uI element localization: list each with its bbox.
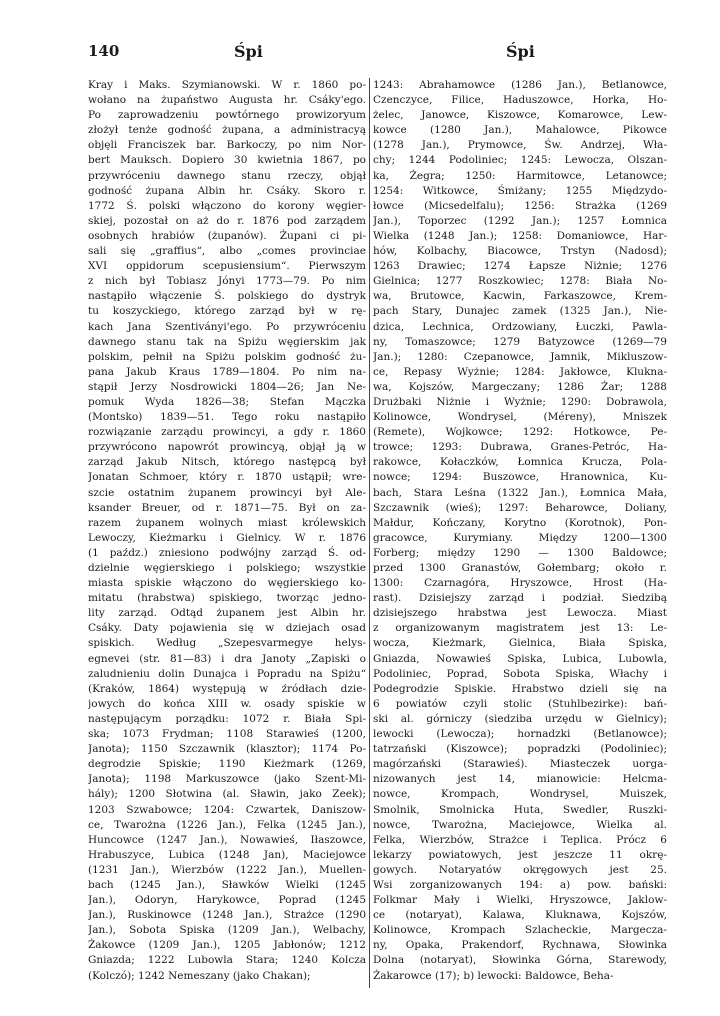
text-line: bert Mauksch. Dopiero 30 kwietnia 1867, po: [88, 154, 366, 167]
text-line: magórzański (Starawieś). Miasteczek uorga-: [373, 758, 667, 771]
text-line: ka, Żegra; 1250: Harmitowce, Letanowce;: [373, 169, 667, 182]
text-line: następującym porządku: 1072 r. Biała Spi-: [88, 712, 366, 725]
text-line: dzisiejszego hrabstwa jest Lewocza. Miast: [373, 607, 667, 620]
text-line: Gniazda, Nowawieś Spiska, Lubica, Lubowla,: [373, 652, 667, 665]
text-line: pana Jakub Kraus 1789—1804. Po nim na-: [88, 365, 366, 378]
text-line: skiej, pozostał on aż do r. 1876 pod zarządem: [88, 214, 366, 227]
text-line: ski al. górniczy (siedziba urzędu w Gielnicy);: [373, 712, 667, 725]
text-line: ska; 1073 Frydman; 1108 Starawieś (1200,: [88, 728, 366, 741]
text-line: (Montsko) 1839—51. Tego roku nastąpiło: [88, 411, 366, 424]
text-line: pach Stary, Dunajec zamek (1325 Jan.), Nie-: [373, 305, 667, 318]
text-line: Csáky. Daty pojawienia się w dziejach osad: [88, 622, 366, 635]
text-line: rakowce, Kołaczków, Łomnica Krucza, Pola-: [373, 456, 667, 469]
text-line: wa, Kojszów, Margeczany; 1286 Żar; 1288: [373, 380, 667, 393]
text-line: Felka, Wierzbów, Strażce i Teplica. Prócz 6: [373, 833, 667, 846]
text-line: nastąpiło włączenie Ś. polskiego do dystryk: [88, 290, 366, 303]
text-line: 1203 Szwabowce; 1204: Czwartek, Daniszow-: [88, 803, 366, 816]
text-line: przed 1300 Granastów, Gołembarg; około r.: [373, 562, 667, 574]
text-line: Wielka (1248 Jan.); 1258: Domaniowce, Har-: [373, 229, 667, 242]
text-line: dzielnie węgierskiego i polskiego; wszystkie: [88, 562, 366, 574]
page-number: 140: [88, 42, 120, 60]
text-line: Kray i Maks. Szymianowski. W r. 1860 po-: [88, 79, 366, 91]
text-line: żelec, Janowce, Kiszowce, Komarowce, Lew-: [373, 109, 667, 122]
text-line: Żakowce (1209 Jan.), 1205 Jabłonów; 1212: [88, 939, 366, 952]
text-line: Janota); 1198 Markuszowce (jako Szent-Mi-: [88, 773, 366, 786]
text-line: Jan.), Ruskinowce (1248 Jan.), Strażce (1290: [88, 909, 366, 922]
text-line: spiskich. Według „Szepesvarmegye helys-: [88, 637, 366, 650]
text-line: nowce; 1294: Buszowce, Hranownica, Ku-: [373, 471, 667, 484]
running-head-left: Śpi: [234, 42, 263, 61]
text-line: 1243: Abrahamowce (1286 Jan.), Betlanowce,: [373, 79, 667, 91]
text-line: gracowce, Kurymiany. Między 1200—1300: [373, 531, 667, 544]
text-line: kach Jana Szentiványi'ego. Po przywróceniu: [88, 320, 366, 333]
text-line: nizowanych jest 14, mianowicie: Helcma-: [373, 773, 667, 786]
text-line: ce, Repasy Wyżnie; 1284: Jakłowce, Klukna-: [373, 365, 667, 378]
text-line: Jonatan Schmoer, który r. 1870 ustąpił; wre-: [88, 471, 366, 484]
text-line: Dolna (notaryat), Słowinka Górna, Starewody,: [373, 954, 667, 967]
text-line: (Kraków, 1864) występują w źródłach dzie-: [88, 682, 366, 695]
text-line: przywrócono napowrót prowincyą, objął ją w: [88, 441, 366, 454]
text-line: szcie ostatnim żupanem prowincyi był Ale-: [88, 486, 366, 499]
text-line: rast). Dzisiejszy zarząd i podział. Siedzibą: [373, 592, 667, 605]
text-line: zarząd Jakub Nitsch, którego następcą był: [88, 456, 366, 469]
text-line: nowce, Twarożna, Maciejowce, Wielka al.: [373, 818, 667, 831]
text-column-left: [88, 78, 366, 990]
text-line: Huncowce (1247 Jan.), Nowawieś, Iłaszowce,: [88, 833, 366, 846]
text-line: bach (1245 Jan.), Sławków Wielki (1245: [88, 878, 366, 891]
text-line: gowych. Notaryatów okręgowych jest 25.: [373, 863, 667, 876]
page-header: [88, 42, 668, 64]
text-line: trowce; 1293: Dubrawa, Granes-Petróc, Ha-: [373, 441, 667, 454]
text-line: z organizowanym magistratem jest 13: Le-: [373, 622, 667, 635]
text-line: 1772 Ś. polski włączono do korony węgier-: [88, 199, 366, 212]
text-line: Kolinowce, Krompach Szlacheckie, Margecza-: [373, 924, 667, 937]
text-line: osobnych hrabiów (żupanów). Żupani ci pi-: [88, 229, 366, 242]
text-line: Janota); 1150 Szczawnik (klasztor); 1174 Po-: [88, 743, 366, 756]
text-line: Czenczyce, Filice, Haduszowce, Horka, Ho-: [373, 94, 667, 107]
text-line: Kolinowce, Wondrysel, (Méreny), Mniszek: [373, 411, 667, 424]
text-line: miasta spiskie włączono do węgierskiego ko-: [88, 577, 366, 590]
text-line: lity zarząd. Odtąd żupanem jest Albin hr.: [88, 607, 366, 620]
text-line: Forberg; między 1290 — 1300 Baldowce;: [373, 546, 667, 559]
text-line: Podoliniec, Poprad, Sobota Spiska, Włachy i: [373, 667, 667, 680]
text-line: objęli Franciszek bar. Barkoczy, po nim Nor-: [88, 139, 366, 152]
text-line: Smolnik, Smolnicka Huta, Swedler, Ruszki-: [373, 803, 667, 816]
text-line: 1263 Drawiec; 1274 Łapsze Niżnie; 1276: [373, 260, 667, 273]
text-line: nowce, Krompach, Wondrysel, Muiszek,: [373, 788, 667, 801]
text-line: (1 paźdz.) zniesiono podwójny zarząd Ś. od-: [88, 546, 366, 559]
text-line: Gielnica; 1277 Roszkowiec; 1278: Biała No-: [373, 275, 667, 288]
text-line: (Kolczó); 1242 Nemeszany (jako Chakan);: [88, 969, 311, 982]
text-line: zaludnieniu dolin Dunajca i Popradu na Spiżu“: [88, 667, 366, 680]
text-line: wa, Brutowce, Kacwin, Farkaszowce, Krem-: [373, 290, 667, 303]
text-line: Małdur, Kończany, Korytno (Korotnok), Pon-: [373, 516, 667, 529]
text-line: Lewoczy, Kieżmarku i Gielnicy. W r. 1876: [88, 531, 366, 544]
text-line: pomuk Wyda 1826—38; Stefan Mączka: [88, 395, 366, 408]
text-line: razem żupanem wolnych miast królewskich: [88, 516, 366, 529]
text-line: (1231 Jan.), Wierzbów (1222 Jan.), Muellen-: [88, 863, 366, 876]
text-line: polskim, pełnił na Spiżu polskim godność żu-: [88, 350, 366, 363]
text-line: z nich był Tobiasz Jónyi 1773—79. Po nim: [88, 275, 366, 288]
text-line: Wsi zorganizowanych 194: a) pow. bański:: [373, 878, 667, 891]
text-line: Jan.), Sobota Spiska (1209 Jan.), Welbachy,: [88, 924, 366, 937]
text-line: ksander Breuer, od r. 1871—75. Był on za-: [88, 501, 366, 514]
text-line: hów, Kolbachy, Biacowce, Trstyn (Nadosd);: [373, 245, 667, 258]
text-column-right: [373, 78, 667, 990]
text-line: przywróceniu dawnego stanu rzeczy, objął: [88, 169, 366, 182]
column-divider: [369, 78, 370, 988]
text-line: ny, Tomaszowce; 1279 Batyzowce (1269—79: [373, 335, 667, 348]
text-line: Po zaprowadzeniu powtórnego prowizoryum: [88, 109, 366, 122]
running-head-right: Śpi: [506, 42, 535, 61]
text-line: złożył tenże godność żupana, a administracyą: [88, 124, 366, 137]
text-line: godność żupana Albin hr. Csáky. Skoro r.: [88, 184, 366, 197]
text-line: Żakarowce (17); b) lewocki: Baldowce, Beha-: [373, 969, 614, 982]
text-line: hály); 1200 Słotwina (al. Sławin, jako Zeek);: [88, 788, 366, 801]
text-line: 6 powiatów czyli stolic (Stuhlbezirke): bań-: [373, 697, 667, 710]
text-line: (1278 Jan.), Prymowce, Św. Andrzej, Wła-: [373, 139, 667, 152]
text-line: tatrzański (Kiszowce); popradzki (Podoliniec);: [373, 743, 667, 756]
text-line: lewocki (Lewocza); hornadzki (Betlanowce);: [373, 728, 667, 741]
text-line: stąpił Jerzy Nosdrowicki 1804—26; Jan Ne-: [88, 380, 366, 393]
text-line: jowych do końca XIII w. osady spiskie w: [88, 697, 366, 710]
text-line: łowce (Micsedelfalu); 1256: Strażka (1269: [373, 199, 667, 212]
text-line: lekarzy powiatowych, jest jeszcze 11 okrę-: [373, 848, 667, 861]
text-line: chy; 1244 Podoliniec; 1245: Lewocza, Olszan-: [373, 154, 667, 167]
text-line: Jan.), Toporzec (1292 Jan.); 1257 Łomnica: [373, 214, 667, 227]
text-line: dzica, Lechnica, Ordzowiany, Łuczki, Pawla-: [373, 320, 667, 333]
text-line: Drużbaki Niżnie i Wyżnie; 1290: Dobrawola,: [373, 395, 667, 408]
text-line: Szczawnik (wieś); 1297: Beharowce, Doliany,: [373, 501, 667, 514]
text-line: tu koszyckiego, którego zarząd był w rę-: [88, 305, 366, 318]
text-line: Gniazda; 1222 Lubowla Stara; 1240 Kolcza: [88, 954, 366, 967]
text-line: degrodzie Spiskie; 1190 Kieżmark (1269,: [88, 758, 366, 771]
text-line: ny, Opaka, Prakendorf, Rychnawa, Słowinka: [373, 939, 667, 952]
text-line: Hrabuszyce, Lubica (1248 Jan), Maciejowce: [88, 848, 366, 861]
text-line: egnevei (str. 81—83) i dra Janoty „Zapiski o: [88, 652, 366, 665]
text-line: sali się „graffius“, albo „comes provinciae: [88, 245, 366, 258]
text-line: 1300: Czarnagóra, Hryszowce, Hrost (Ha-: [373, 577, 667, 590]
text-line: Jan.), Odoryn, Harykowce, Poprad (1245: [88, 894, 366, 907]
text-line: rozwiązanie zarządu prowincyi, a gdy r. 1860: [88, 426, 366, 439]
text-line: wocza, Kieżmark, Gielnica, Biała Spiska,: [373, 637, 667, 650]
text-line: (Remete), Wojkowce; 1292: Hotkowce, Pe-: [373, 426, 667, 439]
text-line: 1254: Witkowce, Śmiżany; 1255 Międzydo-: [373, 184, 667, 197]
text-line: mitatu (hrabstwa) spiskiego, tworząc jedno-: [88, 592, 366, 605]
text-line: wołano na żupaństwo Augusta hr. Csáky'ego.: [88, 94, 366, 107]
text-line: Jan.); 1280: Czepanowce, Jamnik, Mikluszow-: [373, 350, 667, 363]
text-line: ce, Twarożna (1226 Jan.), Felka (1245 Jan.),: [88, 818, 366, 831]
text-line: ce (notaryat), Kalawa, Kluknawa, Kojszów,: [373, 909, 667, 922]
text-line: Folkmar Mały i Wielki, Hryszowce, Jaklow-: [373, 894, 667, 907]
text-line: bach, Stara Leśna (1322 Jan.), Łomnica Mała,: [373, 486, 667, 499]
text-line: dawnego stanu tak na Spiżu węgierskim jak: [88, 335, 366, 348]
text-line: XVI oppidorum scepusiensium“. Pierwszym: [88, 260, 366, 273]
text-line: Podegrodzie Spiskie. Hrabstwo dzieli się na: [373, 682, 667, 695]
text-line: kowce (1280 Jan.), Mahalowce, Pikowce: [373, 124, 667, 137]
